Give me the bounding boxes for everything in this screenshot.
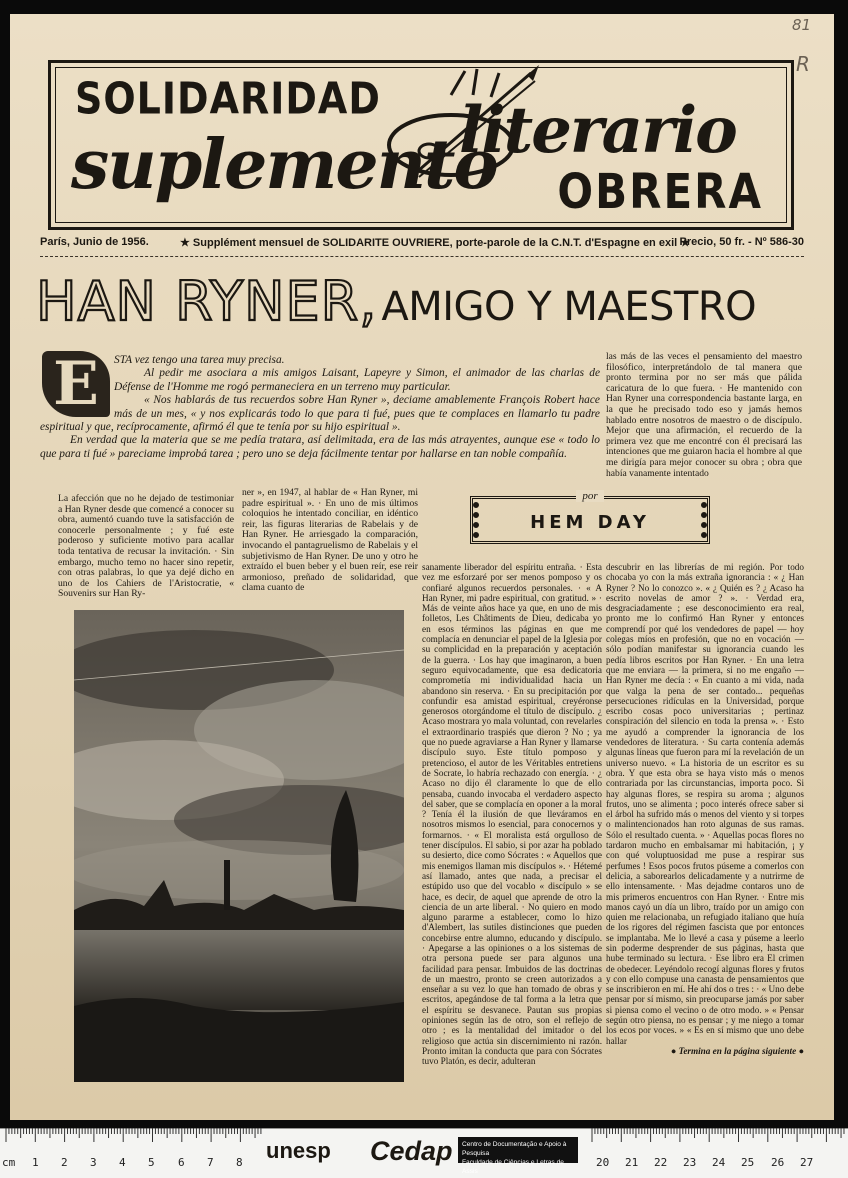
masthead bbox=[48, 60, 794, 230]
masthead-rule bbox=[40, 256, 804, 257]
ruler-number: 6 bbox=[178, 1156, 185, 1169]
pencil-annotation-letter: R bbox=[796, 52, 810, 76]
newspaper-page bbox=[10, 14, 834, 1120]
column-right bbox=[606, 562, 804, 1056]
intro-text bbox=[40, 354, 600, 461]
unesp-logo: unesp bbox=[266, 1138, 331, 1163]
column-middle-text: sanamente liberador del espíritu entraña. · Esta vez me esforzaré por ser menos pomposo y os confiaré algunos recuerdos personales. · « A Han Ryner, mi padre espiritual, con gratitud. » · Más de veinte años hace ya que, en uno de mis folletos, Les Châtiments de Dieu, dedicaba yo en esos términos las páginas en que me complacía en denunciar el papel de la Iglesia por su complicidad en la preparación y aceptación de la guerra. · Los hay que imaginaron, a buen seguro equivocadamente, que esa dedicatoria comprometía mi individualidad hacia un abandono sin reserva. · En su precipitación por confundir esa amistad espiritual, creyéronse generosos otorgándome el título de discípulo. ¿ Acaso mostrara yo mala voluntad, con revelarles el extraordinario traspiés que dieron ? No ; ya que no puede agraviarse a Han Ryner y llamarse discípulo suyo. Este título pomposo y pretencioso, el autor de les Véritables entretiens de Socrate, lo habría rechazado con energía. · ¿ Acaso no dijo él claramente lo que de ello pensaba, cuando invocaba el verdadero aspecto del saber, que se complacía en oponer a la moral ? Tenía él la ilusión de que lleváramos en nosotros mismos lo esencial, para conocernos y formarnos. · « El moralista está orgulloso de tener discípulos. El sabio, si por azar ha poblado su desierto, dice como Sócrates : « Aquellos que mis enemigos llaman mis discípulos ». · Hétemé así llamado, antes que nada, a precisar el estúpido uso que del vocablo « discípulo » se hace, es decir, de aquel que aprende de otro la ciencia de un arte liberal. · No quiero en modo alguno pararme a establecer, como lo hizo d'Alembert, las sutiles distinciones que pueden concebirse entre alumno, educando y discípulo. · Apegarse a las opiniones o a los sistemas de otra persona puede ser para algunos una facilidad para pensar. Imbuidos de las doctrinas de un maestro, pronto se creen autorizados a enseñar a su vez lo que han tomado de obras y escritos, apegándose de tal forma a la letra que el espíritu se desvanece. Pautan sus propias opiniones según las de otro, son el reflejo de otro ; es la mentalidad del imitador o del religioso que actúa sin discernimiento ni razón. Pronto imitan la conducta que para con Sócrates tuvo Platón, es decir, adulteran bbox=[422, 562, 602, 1067]
ruler-number: 7 bbox=[207, 1156, 214, 1169]
ruler-number: 1 bbox=[32, 1156, 39, 1169]
issue-price: Precio, 50 fr. - Nº 586-30 bbox=[679, 236, 804, 248]
cedap-caption-1: Centro de Documentação e Apoio à Pesquisa bbox=[462, 1141, 567, 1157]
issue-info-line bbox=[40, 236, 804, 254]
column-middle bbox=[422, 562, 602, 1067]
ruler-number: 22 bbox=[654, 1156, 668, 1169]
cedap-caption-box bbox=[458, 1137, 578, 1175]
cedap-logo: Cedap bbox=[370, 1136, 453, 1166]
intro-paragraph-2: Al pedir me asociara a mis amigos Laisant, Lapeyre y Simon, el animador de las charlas de Défense de l'Homme me rogó permaneciera en un terreno muy particular. bbox=[114, 367, 600, 393]
ruler-number: 21 bbox=[625, 1156, 639, 1169]
pencil-annotation-number: 81 bbox=[792, 16, 812, 34]
column-left-b-text: ner », en 1947, al hablar de « Han Ryner, mi padre espiritual ». · En uno de mis últimos coloquios he intentado conciliar, en idéntico reir, las figuras literarias de Rabelais y de Han Ryner. He arriesgado la comparación, invocando el pantagruelismo de Rabelais y el subjetivismo de Han Ryner. De uno y otro he extraído el buen beber y el buen reír, ese reir armonioso, preñado de solidaridad, que clama cuanto de bbox=[242, 487, 418, 594]
headline-main: HAN RYNER, bbox=[36, 270, 378, 333]
scan-ruler bbox=[0, 1128, 848, 1178]
intro-paragraph-3: « Nos hablarás de tus recuerdos sobre Han Ryner », deciame amablemente François Robert hace más de un mes, « y nos explicarás todo lo que para ti fué, pues que te complaces en llamarlo tu padre espiritual y que, recíprocamente, afirmó él que te tenía por su hijo espiritual ». bbox=[40, 394, 600, 434]
continue-note: ● Termina en la página siguiente ● bbox=[670, 1045, 804, 1056]
drop-cap-spacer bbox=[40, 354, 114, 414]
ruler-number: 24 bbox=[712, 1156, 726, 1169]
column-right-text: descubrir en las librerías de mi región. Por todo chocaba yo con la más extraña ignorancia : « ¿ Han Ryner ? No lo conozco ». « ¿ Quién es ? ¿ Acaso ha escrito novelas de amor ? ». · Verdad era, desgraciadamente ; ese desconocimiento era real, pronto me lo confirmó Han Ryner y entonces comprendí por qué los vendedores de papel — hoy colegas míos en profesión, que no en vocación — sólo podían manifestar su ignorancia cuando les pedía libros escritos por Han Ryner. · En una letra que me enviara — la primera, si no me engaño — Han Ryner me decía : « En cuanto a mi vida, nada que valga la pena de ser contado... pequeñas persecuciones ridículas en la Universidad, porque escribo cosas poco universitarias ; pertinaz conspiración del silencio en toda la prensa ». · Esto me ayudó a comprender la ignorancia de los vendedores de literatura. · Su carta contenía además algunas líneas que fueron para mí la revelación de un universo nuevo. « La historia de un escritor es su obra. Y que esta obra se haya visto más o menos contrariada por las circunstancias, importa poco. Si hay algunas flores, se respira su aroma ; algunos frutos, uno se alimenta ; poco interés ofrece saber si el árbol ha sufrido más o menos del viento y si torpes o malintencionados han roto algunas de sus ramas. Sólo el resultado cuenta. » · Aquellas pocas flores no tardaron mucho en embalsamar mi habitación, ¡ y con qué voluptuosidad me puse a respirar sus perfumes ! Esos pocos frutos púseme a comerlos con delicia, a saborearlos delicadamente y a nutrirme de ello intensamente. · Mas dejadme contaros uno de mis primeros encuentros con Han Ryner. · Entre mis manos cayó un día un libro, traído por un amigo con quien me relacionaba, un refugiado italiano que huía de los rigores del régimen fascista que por entonces se implantaba. Me lo llevé a casa y púseme a leerlo sin poderme desprender de sus páginas, hasta que hube terminado su lectura. · Ese libro era El crimen de obedecer. Leyéndolo recogí algunas flores y frutos y con ello compuse una canasta de pensamientos que se inscribieron en mí. He ahí dos o tres : · « Uno debe pensar por sí mismo, sin preocuparse jamás por saber si piensa como el vecino o de otro modo. » « Pensar según otro piensa, no es pensar ; y me niego a tomar los ecos por voces. » « Es en sí mismo que uno debe hallar bbox=[606, 562, 804, 1046]
landscape-photo bbox=[74, 610, 404, 1082]
headline bbox=[36, 270, 806, 340]
column-left-b bbox=[242, 488, 418, 594]
ruler-number: 2 bbox=[61, 1156, 68, 1169]
ruler-number: 4 bbox=[119, 1156, 126, 1169]
ruler-number: 3 bbox=[90, 1156, 97, 1169]
intro-paragraph-4: En verdad que la materia que se me pedía tratara, así delimitada, era de las más atrayentes, aunque ese « todo lo que para ti fué » pareciame improbá tarea ; pero uno se deja fácilmente tentar por hallarse en tan noble compañía. bbox=[40, 434, 600, 460]
column-left-a bbox=[58, 494, 234, 600]
masthead-literario: literario bbox=[459, 93, 736, 168]
column-right-top-text: las más de las veces el pensamiento del maestro filosófico, interpretándolo de tal manera que pronto termina por no ser más que pálida caricatura de lo que fuera. · He mantenido con Han Ryner una correspondencia bastante larga, en la que he precisado todo eso y jamás hemos hablado entre nosotros de maestro o de discípulo. Mejor que una afirmación, el recuerdo de la primera vez que me encontré con él precisará las intenciones que me guiaron hacia el hombre al que me dirigía para mejor conocer su obra ; obra que había vanamente intentado bbox=[606, 351, 802, 479]
intro-paragraph-1: STA vez tengo una tarea muy precisa. bbox=[114, 354, 285, 366]
headline-sub: AMIGO Y MAESTRO bbox=[381, 284, 757, 330]
issue-date: París, Junio de 1956. bbox=[40, 236, 149, 248]
ruler-number: 27 bbox=[800, 1156, 814, 1169]
byline-por bbox=[470, 490, 710, 502]
issue-supplement-note: ★ Supplément mensuel de SOLIDARITE OUVRIERE, porte-parole de la C.N.T. d'Espagne en exil ★ bbox=[180, 237, 691, 249]
ruler-number: 25 bbox=[741, 1156, 755, 1169]
byline-por-text: por bbox=[576, 490, 603, 502]
ruler-number: 20 bbox=[596, 1156, 610, 1169]
column-right-top bbox=[606, 352, 802, 479]
masthead-obrera: OBRERA bbox=[557, 163, 763, 220]
ruler-unit: cm bbox=[2, 1156, 16, 1169]
byline-author: HEM DAY bbox=[530, 512, 650, 533]
drop-cap-initial: E bbox=[42, 351, 110, 417]
cedap-caption-2: Faculdade de Ciências e Letras de Assis bbox=[462, 1159, 564, 1175]
ruler-number: 8 bbox=[236, 1156, 243, 1169]
ruler-number: 26 bbox=[771, 1156, 785, 1169]
ruler-number: 23 bbox=[683, 1156, 697, 1169]
ruler-number: 5 bbox=[148, 1156, 155, 1169]
column-left-a-text: La afección que no he dejado de testimoniar a Han Ryner desde que comencé a conocer su obra, aumentó cuando tuve la satisfacción de conocerle personalmente ; y fué este poderoso y suficiente motivo para acallar toda tentativa de recusar la invitación. · Sin embargo, mucho temo no hacer sino repetir, con otras palabras, lo que ya dejé dicho en uno de los Cahiers de l'Aristocratie, « Souvenirs sur Han Ry- bbox=[58, 493, 234, 600]
masthead-solidaridad: SOLIDARIDAD bbox=[75, 73, 381, 124]
masthead-suplemento: suplemento bbox=[71, 125, 497, 205]
